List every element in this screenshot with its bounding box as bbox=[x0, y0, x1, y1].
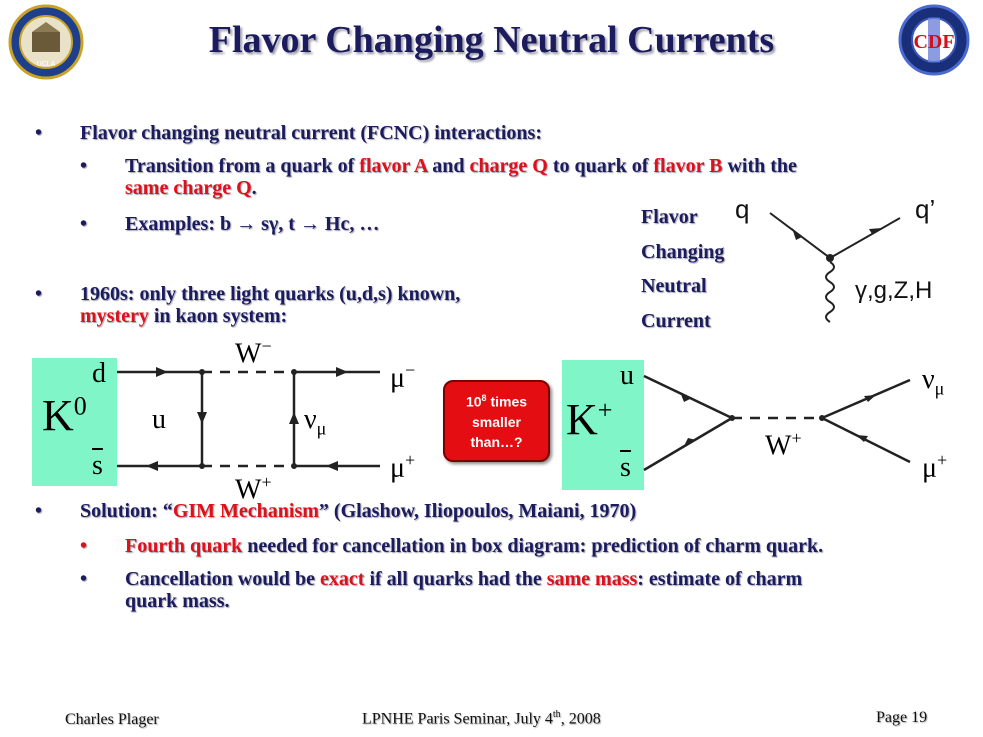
s-quark-label-tree: $\overline{s}$ bbox=[620, 452, 631, 483]
bullet-fourth-quark: • Fourth quark needed for cancellation in box diagram: prediction of charm quark. bbox=[80, 535, 824, 557]
w-plus-label: W+ bbox=[235, 472, 272, 506]
mu-minus-label: μ− bbox=[390, 360, 416, 394]
kaon-box-diagram bbox=[30, 336, 445, 506]
footer-author: Charles Plager bbox=[65, 711, 159, 728]
svg-text:UCLA: UCLA bbox=[36, 61, 56, 68]
svg-text:q’: q’ bbox=[915, 194, 936, 224]
bullet-cancellation: • Cancellation would be exact if all quarks had the same mass: estimate of charm quark mass. bbox=[80, 568, 803, 612]
d-quark-label: d bbox=[92, 358, 106, 389]
mu-plus-label-tree: μ+ bbox=[922, 450, 948, 484]
nu-mu-label-tree: $\nu_\mu$ bbox=[922, 364, 945, 399]
w-minus-label: W− bbox=[235, 336, 272, 370]
u-quark-label-tree: u bbox=[620, 360, 634, 391]
slide-title: Flavor Changing Neutral Currents bbox=[208, 19, 775, 61]
bullet-fcnc: • Flavor changing neutral current (FCNC) interactions: bbox=[35, 122, 542, 144]
bullet-1960s: • 1960s: only three light quarks (u,d,s) known, mystery in kaon system: bbox=[35, 283, 461, 327]
s-quark-label: $\overline{s}$ bbox=[92, 450, 103, 481]
fcnc-vertex-diagram bbox=[730, 188, 980, 338]
kplus-label: K+ bbox=[566, 395, 613, 444]
u-quark-label: u bbox=[152, 404, 166, 435]
nu-mu-label: $\nu_\mu$ bbox=[304, 404, 327, 439]
bullet-examples: • Examples: b → sγ, t → Hc, … bbox=[80, 213, 380, 235]
footer-venue: LPNHE Paris Seminar, July 4th, 2008 bbox=[362, 709, 601, 728]
svg-text:γ,g,Z,H: γ,g,Z,H bbox=[855, 277, 933, 304]
bullet-transition: • Transition from a quark of flavor A and charge Q to quark of flavor B with the same charge Q. bbox=[80, 155, 797, 199]
svg-text:CDF: CDF bbox=[913, 31, 955, 53]
footer-page-number: Page 19 bbox=[876, 709, 928, 726]
mu-plus-label: μ+ bbox=[390, 450, 416, 484]
bullet-solution: • Solution: “GIM Mechanism” (Glashow, Iliopoulos, Maiani, 1970) bbox=[35, 500, 637, 522]
k0-label: $K^0$ bbox=[42, 391, 87, 440]
w-plus-label-tree: W+ bbox=[765, 428, 802, 462]
svg-text:q: q bbox=[735, 194, 750, 224]
suppression-callout: $10^8$ times smaller than…? bbox=[443, 380, 550, 462]
fcnc-label: Flavor Changing Neutral Current bbox=[641, 206, 725, 332]
kaon-tree-diagram bbox=[560, 358, 970, 498]
